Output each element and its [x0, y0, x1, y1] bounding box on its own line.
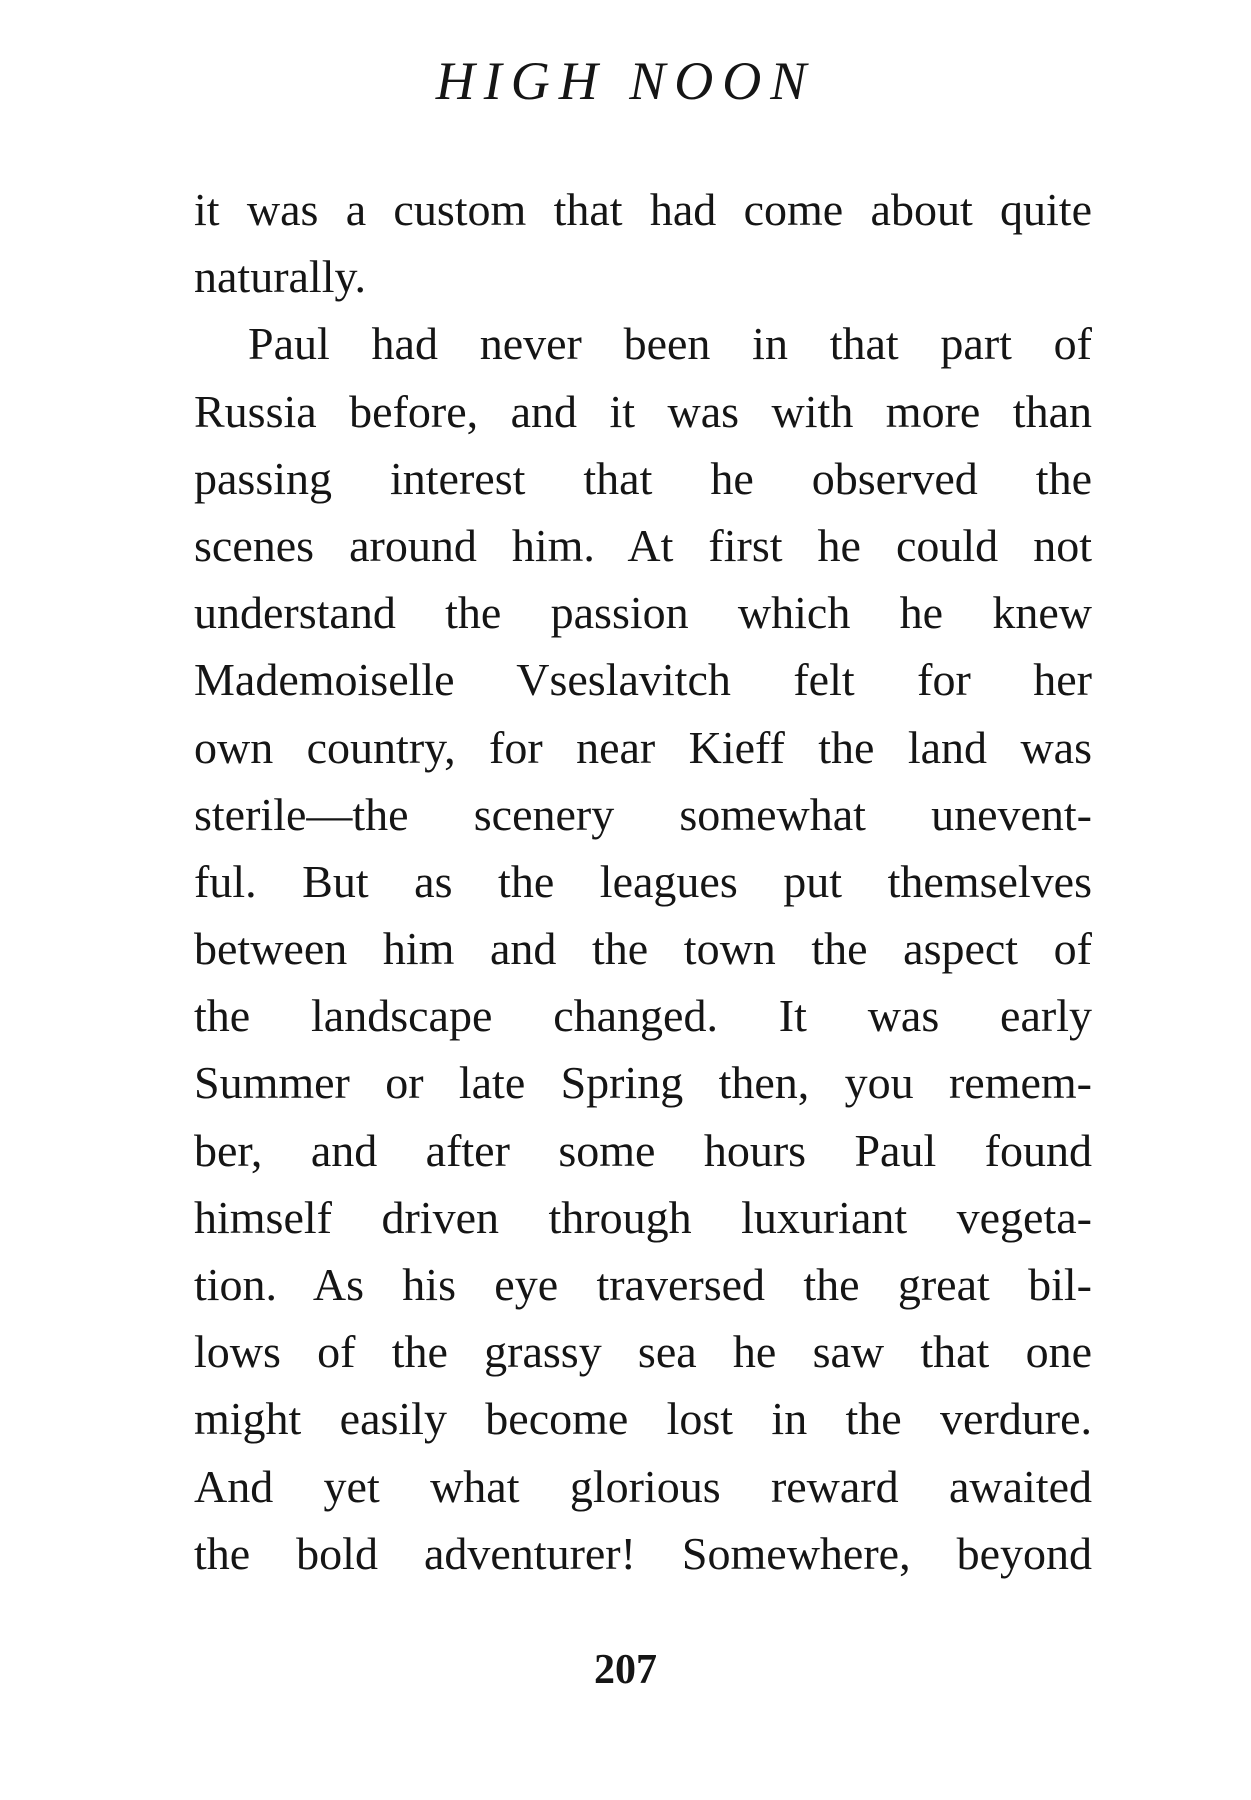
text-line: might easily become lost in the verdure.: [194, 1393, 1092, 1445]
text-line: the bold adventurer! Somewhere, beyond: [194, 1527, 1092, 1579]
text-line: the landscape changed. It was early: [194, 990, 1092, 1042]
text-line: passing interest that he observed the: [194, 452, 1092, 504]
text-line: ber, and after some hours Paul found: [194, 1124, 1092, 1176]
text-line: understand the passion which he knew: [194, 587, 1092, 639]
text-line: tion. As his eye traversed the great bil-: [194, 1259, 1092, 1310]
body-text: [194, 176, 1092, 1587]
text-line: own country, for near Kieff the land was: [194, 721, 1092, 773]
page-number: 207: [594, 1647, 657, 1693]
text-line: Summer or late Spring then, you remem-: [194, 1057, 1092, 1109]
text-line: Mademoiselle Vseslavitch felt for her: [194, 654, 1092, 706]
text-line: himself driven through luxuriant vegeta-: [194, 1191, 1092, 1243]
text-line: scenes around him. At first he could not: [194, 519, 1092, 571]
text-line: between him and the town the aspect of: [194, 923, 1092, 975]
text-line: naturally.: [194, 251, 367, 303]
text-line: And yet what glorious reward awaited: [194, 1460, 1092, 1512]
text-line: Russia before, and it was with more than: [194, 385, 1092, 437]
text-line: sterile—the scenery somewhat unevent-: [194, 788, 1092, 840]
text-line: ful. But as the leagues put themselves: [194, 855, 1092, 907]
running-head-title: HIGH NOON: [435, 51, 816, 111]
text-line: lows of the grassy sea he saw that one: [194, 1326, 1092, 1378]
text-line: it was a custom that had come about quite: [194, 184, 1092, 235]
text-line: Paul had never been in that part of: [248, 318, 1092, 370]
